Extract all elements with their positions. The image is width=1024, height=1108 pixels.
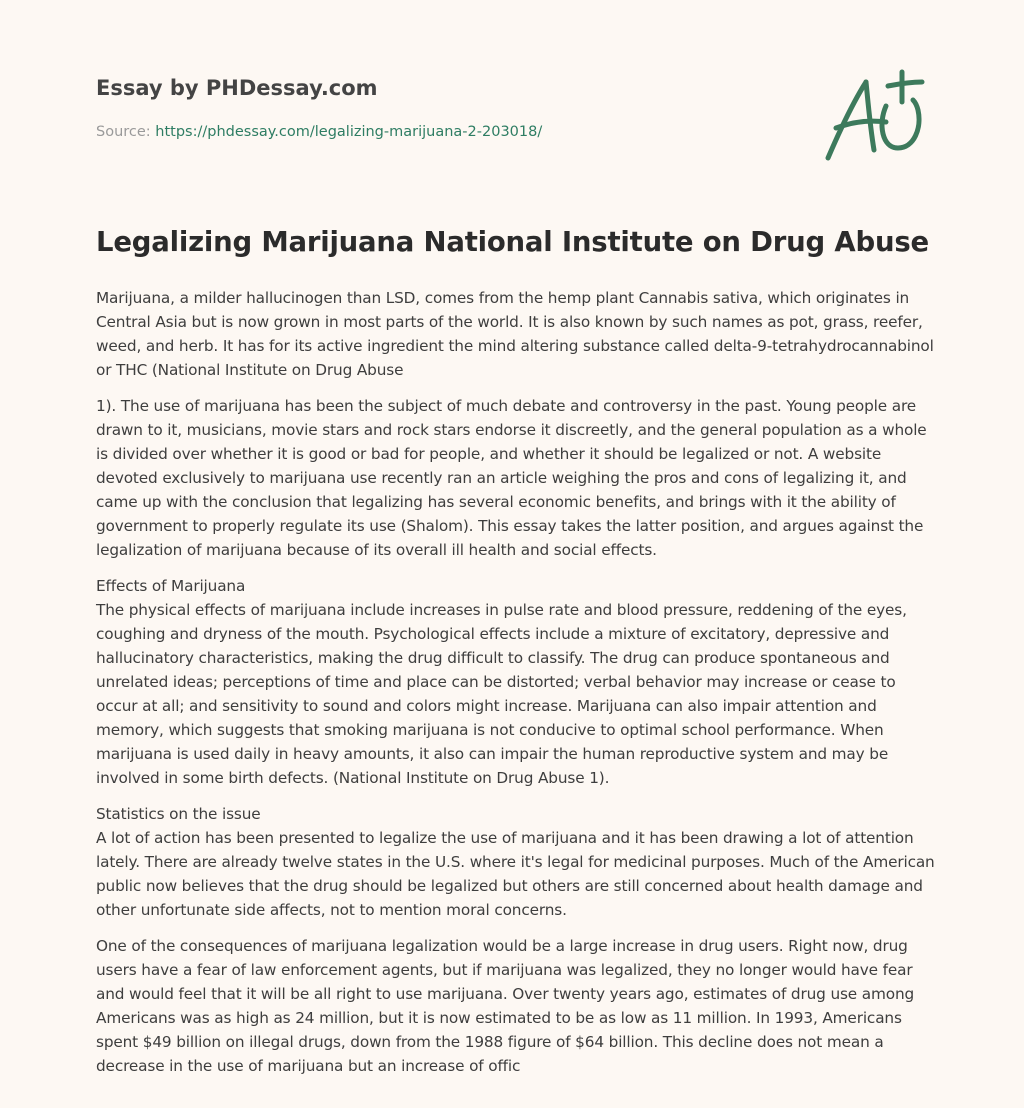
section-statistics: [96, 802, 936, 922]
section-text-effects: The physical effects of marijuana include increases in pulse rate and blood pressure, reddening of the eyes, coughing and dryness of the mouth. Psychological effects include a mixture of excitatory, depressive and hallucinatory characteristics, making the drug difficult to classify. The drug can produce spontaneous and unrelated ideas; perceptions of time and place can be distorted; verbal behavior may increase or cease to occur at all; and sensitivity to sound and colors might increase. Marijuana can also impair attention and memory, which suggests that smoking marijuana is not conducive to optimal school performance. When marijuana is used daily in heavy amounts, it also can impair the human reproductive system and may be involved in some birth defects. (National Institute on Drug Abuse 1).: [96, 601, 907, 787]
source-label: Source:: [96, 124, 156, 140]
section-heading-statistics: Statistics on the issue: [96, 805, 261, 823]
paragraph-debate: 1). The use of marijuana has been the subject of much debate and controversy in the past. Young people are drawn to it, musicians, movie stars and rock stars endorse it discreetly, and the general population as a whole is divided over whether it is good or bad for people, and whether it should be legalized or not. A website devoted exclusively to marijuana use recently ran an article weighing the pros and cons of legalizing it, and came up with the conclusion that legalizing has several economic benefits, and brings with it the ability of government to properly regulate its use (Shalom). This essay takes the latter position, and argues against the legalization of marijuana because of its overall ill health and social effects.: [96, 397, 927, 559]
section-effects: [96, 574, 936, 790]
section-heading-effects: Effects of Marijuana: [96, 577, 246, 595]
section-text-statistics: A lot of action has been presented to legalize the use of marijuana and it has been drawing a lot of attention lately. There are already twelve states in the U.S. where it's legal for medicinal purposes. Much of the American public now believes that the drug should be legalized but others are still concerned about health damage and other unfortunate side affects, not to mention moral concerns.: [96, 829, 935, 919]
essay-body: [96, 286, 936, 1090]
a-plus-logo-icon: [822, 68, 928, 164]
source-line: [96, 124, 542, 140]
site-brand: Essay by PHDessay.com: [96, 76, 378, 100]
essay-title: Legalizing Marijuana National Institute on Drug Abuse: [96, 226, 929, 258]
paragraph-consequences: One of the consequences of marijuana legalization would be a large increase in drug users. Right now, drug users have a fear of law enforcement agents, but if marijuana was legalized, they no longer would have fear and would feel that it will be all right to use marijuana. Over twenty years ago, estimates of drug use among Americans was as high as 24 million, but it is now estimated to be as low as 11 million. In 1993, Americans spent $49 billion on illegal drugs, down from the 1988 figure of $64 billion. This decline does not mean a decrease in the use of marijuana but an increase of offic: [96, 937, 915, 1075]
paragraph-intro: Marijuana, a milder hallucinogen than LSD, comes from the hemp plant Cannabis sativa, which originates in Central Asia but is now grown in most parts of the world. It is also known by such names as pot, grass, reefer, weed, and herb. It has for its active ingredient the mind altering substance called delta-9-tetrahydrocannabinol or THC (National Institute on Drug Abuse: [96, 289, 934, 379]
source-link[interactable]: https://phdessay.com/legalizing-marijuana-2-203018/: [155, 124, 543, 140]
